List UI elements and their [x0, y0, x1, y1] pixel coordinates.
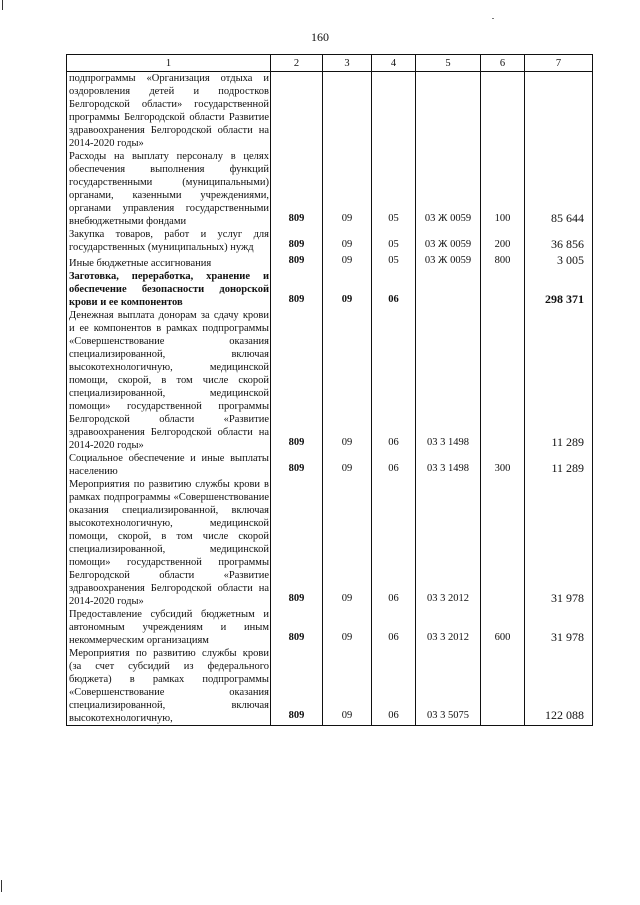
row-col-4: 06: [372, 452, 416, 478]
row-col-5: 03 3 2012: [416, 608, 481, 647]
scan-speck: [492, 18, 494, 19]
table-body: [67, 72, 593, 726]
header-col-4: 4: [372, 55, 416, 72]
row-col-4: 06: [372, 309, 416, 452]
row-name: Заготовка, переработка, хранение и обеспечение безопасности донорской крови и ее компонентов: [67, 270, 271, 309]
row-name: Мероприятия по развитию службы крови (за счет субсидий из федерального бюджета) в рамках подпрограммы «Совершенствование оказания специализированной, включая высокотехнологичную,: [67, 647, 271, 726]
row-col-6: 600: [481, 608, 525, 647]
header-col-1: 1: [67, 55, 271, 72]
row-col-2: 809: [271, 608, 323, 647]
row-name: Денежная выплата донорам за сдачу крови и ее компонентов в рамках подпрограммы «Совершенствование оказания специализированной, включая высокотехнологичную, медицинской помощи, скорой, в том числе скорой специализированной, медицинской помощи» государственной программы Белгородской области «Развитие здравоохранения Белгородской области на 2014-2020 годы»: [67, 309, 271, 452]
header-col-7: 7: [525, 55, 593, 72]
row-col-3: 09: [323, 647, 372, 726]
table-row: [67, 72, 593, 151]
table-row: [67, 608, 593, 647]
table-row: [67, 254, 593, 270]
row-amount: 11 289: [525, 309, 593, 452]
header-col-3: 3: [323, 55, 372, 72]
row-name: Иные бюджетные ассигнования: [67, 254, 271, 270]
row-name: Социальное обеспечение и иные выплаты населению: [67, 452, 271, 478]
row-col-5: 03 Ж 0059: [416, 150, 481, 228]
row-col-5: 03 3 5075: [416, 647, 481, 726]
scan-edge-mark-bottom: [1, 880, 2, 892]
row-col-6: 200: [481, 228, 525, 254]
row-col-2: 809: [271, 478, 323, 608]
row-col-2: 809: [271, 309, 323, 452]
row-amount: 3 005: [525, 254, 593, 270]
row-col-5: 03 3 1498: [416, 309, 481, 452]
row-col-3: 09: [323, 608, 372, 647]
row-amount: 36 856: [525, 228, 593, 254]
header-col-6: 6: [481, 55, 525, 72]
row-col-6: [481, 478, 525, 608]
row-amount: 298 371: [525, 270, 593, 309]
row-col-4: 05: [372, 254, 416, 270]
row-col-5: 03 3 2012: [416, 478, 481, 608]
row-col-5: 03 Ж 0059: [416, 254, 481, 270]
row-col-5: [416, 72, 481, 151]
row-amount: 122 088: [525, 647, 593, 726]
row-col-5: 03 Ж 0059: [416, 228, 481, 254]
row-col-4: [372, 72, 416, 151]
row-col-2: 809: [271, 452, 323, 478]
row-col-2: [271, 72, 323, 151]
row-col-4: 06: [372, 478, 416, 608]
table-row: [67, 478, 593, 608]
row-col-4: 05: [372, 150, 416, 228]
header-col-5: 5: [416, 55, 481, 72]
row-col-6: [481, 309, 525, 452]
row-col-4: 06: [372, 270, 416, 309]
row-col-2: 809: [271, 228, 323, 254]
row-col-5: 03 3 1498: [416, 452, 481, 478]
row-col-4: 06: [372, 647, 416, 726]
row-col-6: 300: [481, 452, 525, 478]
row-col-3: 09: [323, 452, 372, 478]
row-name: Расходы на выплату персоналу в целях обеспечения выполнения функций государственными (муниципальными) органами, казенными учреждениями, органами управления государственными внебюджетными фондами: [67, 150, 271, 228]
row-amount: 31 978: [525, 478, 593, 608]
table-row: [67, 309, 593, 452]
table-row: [67, 228, 593, 254]
row-col-3: 09: [323, 478, 372, 608]
row-col-2: 809: [271, 270, 323, 309]
row-col-2: 809: [271, 150, 323, 228]
row-col-6: 800: [481, 254, 525, 270]
row-col-2: 809: [271, 254, 323, 270]
row-col-6: [481, 647, 525, 726]
row-amount: 11 289: [525, 452, 593, 478]
table-row: [67, 270, 593, 309]
row-col-6: 100: [481, 150, 525, 228]
row-col-6: [481, 72, 525, 151]
row-col-3: [323, 72, 372, 151]
row-col-5: [416, 270, 481, 309]
row-col-3: 09: [323, 150, 372, 228]
row-name: Мероприятия по развитию службы крови в рамках подпрограммы «Совершенствование оказания специализированной, включая высокотехнологичную, медицинской помощи, скорой, в том числе скорой специализированной, медицинской помощи» государственной программы Белгородской области «Развитие здравоохранения Белгородской области на 2014-2020 годы»: [67, 478, 271, 608]
table-row: [67, 150, 593, 228]
row-amount: 31 978: [525, 608, 593, 647]
row-amount: 85 644: [525, 150, 593, 228]
row-col-6: [481, 270, 525, 309]
row-name: Закупка товаров, работ и услуг для государственных (муниципальных) нужд: [67, 228, 271, 254]
table-header-row: [67, 55, 593, 72]
row-col-3: 09: [323, 228, 372, 254]
row-col-3: 09: [323, 309, 372, 452]
row-name: подпрограммы «Организация отдыха и оздоровления детей и подростков Белгородской области» государственной программы Белгородской области Развитие здравоохранения Белгородской области на 2014-2020 годы»: [67, 72, 271, 151]
table-row: [67, 452, 593, 478]
row-col-4: 05: [372, 228, 416, 254]
row-name: Предоставление субсидий бюджетным и автономным учреждениям и иным некоммерческим организациям: [67, 608, 271, 647]
header-col-2: 2: [271, 55, 323, 72]
scan-edge-mark: [2, 0, 3, 10]
row-amount: [525, 72, 593, 151]
row-col-3: 09: [323, 270, 372, 309]
row-col-2: 809: [271, 647, 323, 726]
table-row: [67, 647, 593, 726]
budget-table: [66, 54, 593, 726]
page-number: 160: [311, 30, 329, 44]
row-col-4: 06: [372, 608, 416, 647]
row-col-3: 09: [323, 254, 372, 270]
